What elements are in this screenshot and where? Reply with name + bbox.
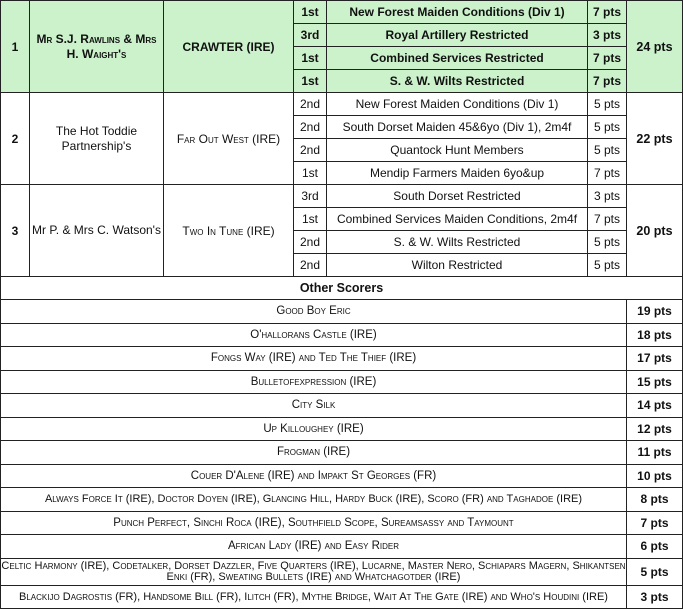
scorer-pts: 11 pts	[627, 441, 683, 465]
leader-total-pts: 22 pts	[627, 93, 683, 185]
scorer-names: City Silk	[1, 394, 627, 418]
race-pts: 7 pts	[588, 208, 627, 231]
race-name: Wilton Restricted	[327, 254, 588, 277]
race-name: S. & W. Wilts Restricted	[327, 70, 588, 93]
scorer-names: Celtic Harmony (IRE), Codetalker, Dorset Dazzler, Five Quarters (IRE), Lucarne, Master Nero, Schiapars Magern, Shikantsen Enki (FR), Sweating Bullets (IRE) and Whatchagotder (IRE)	[1, 558, 627, 585]
race-pts: 5 pts	[588, 139, 627, 162]
scorer-pts: 6 pts	[627, 535, 683, 559]
race-place: 2nd	[294, 231, 327, 254]
scorer-names: Blackijo Dagrostis (FR), Handsome Bill (FR), Ilitch (FR), Mythe Bridge, Wait At The Gate (IRE) and Who's Houdini (IRE)	[1, 585, 627, 609]
scorer-pts: 19 pts	[627, 300, 683, 324]
scorer-names: Frogman (IRE)	[1, 441, 627, 465]
race-pts: 5 pts	[588, 231, 627, 254]
race-name: South Dorset Maiden 45&6yo (Div 1), 2m4f	[327, 116, 588, 139]
scorer-pts: 10 pts	[627, 464, 683, 488]
scorer-pts: 7 pts	[627, 511, 683, 535]
race-name: S. & W. Wilts Restricted	[327, 231, 588, 254]
other-scorers-title: Other Scorers	[1, 277, 683, 300]
race-pts: 7 pts	[588, 162, 627, 185]
race-place: 2nd	[294, 139, 327, 162]
scorer-row	[1, 370, 683, 394]
race-place: 1st	[294, 208, 327, 231]
leader-3-race-row	[1, 185, 683, 208]
leader-total-pts: 24 pts	[627, 1, 683, 93]
scorer-row	[1, 464, 683, 488]
leader-horse: CRAWTER (IRE)	[164, 1, 294, 93]
race-name: New Forest Maiden Conditions (Div 1)	[327, 1, 588, 24]
scorer-row	[1, 511, 683, 535]
scorer-row	[1, 558, 683, 585]
leader-position: 3	[1, 185, 30, 277]
leader-owner: Mr P. & Mrs C. Watson's	[30, 185, 164, 277]
race-name: South Dorset Restricted	[327, 185, 588, 208]
scorer-row	[1, 535, 683, 559]
race-name: New Forest Maiden Conditions (Div 1)	[327, 93, 588, 116]
race-place: 3rd	[294, 185, 327, 208]
other-scorers-header-row	[1, 277, 683, 300]
race-place: 1st	[294, 47, 327, 70]
scorer-row	[1, 417, 683, 441]
race-name: Quantock Hunt Members	[327, 139, 588, 162]
race-pts: 3 pts	[588, 24, 627, 47]
scorer-names: Up Killoughey (IRE)	[1, 417, 627, 441]
scorer-names: Fongs Way (IRE) and Ted The Thief (IRE)	[1, 347, 627, 371]
race-place: 2nd	[294, 116, 327, 139]
scorer-names: Bulletofexpression (IRE)	[1, 370, 627, 394]
leader-position: 2	[1, 93, 30, 185]
scorer-pts: 15 pts	[627, 370, 683, 394]
scorer-row	[1, 347, 683, 371]
scorer-row	[1, 323, 683, 347]
leader-horse: Far Out West (IRE)	[164, 93, 294, 185]
scorer-pts: 12 pts	[627, 417, 683, 441]
scorer-pts: 18 pts	[627, 323, 683, 347]
leader-total-pts: 20 pts	[627, 185, 683, 277]
scorer-pts: 3 pts	[627, 585, 683, 609]
race-name: Combined Services Maiden Conditions, 2m4f	[327, 208, 588, 231]
race-pts: 5 pts	[588, 116, 627, 139]
leader-2-race-row	[1, 93, 683, 116]
race-pts: 7 pts	[588, 1, 627, 24]
scorer-names: Good Boy Eric	[1, 300, 627, 324]
race-place: 2nd	[294, 93, 327, 116]
leader-owner: The Hot Toddie Partnership's	[30, 93, 164, 185]
race-pts: 7 pts	[588, 47, 627, 70]
scorer-row	[1, 585, 683, 609]
race-place: 2nd	[294, 254, 327, 277]
leader-owner: Mr S.J. Rawlins & Mrs H. Waight's	[30, 1, 164, 93]
scorer-row	[1, 300, 683, 324]
race-pts: 7 pts	[588, 70, 627, 93]
scorer-names: O'hallorans Castle (IRE)	[1, 323, 627, 347]
scorer-pts: 17 pts	[627, 347, 683, 371]
scorer-names: African Lady (IRE) and Easy Rider	[1, 535, 627, 559]
race-name: Combined Services Restricted	[327, 47, 588, 70]
scorer-pts: 8 pts	[627, 488, 683, 512]
scorer-names: Always Force It (IRE), Doctor Doyen (IRE), Glancing Hill, Hardy Buck (IRE), Scoro (FR) and Taghadoe (IRE)	[1, 488, 627, 512]
leader-position: 1	[1, 1, 30, 93]
scorer-row	[1, 488, 683, 512]
scorer-names: Punch Perfect, Sinchi Roca (IRE), Southfield Scope, Sureamsassy and Taymount	[1, 511, 627, 535]
scorer-pts: 14 pts	[627, 394, 683, 418]
race-pts: 5 pts	[588, 93, 627, 116]
leader-1-race-row	[1, 1, 683, 24]
race-place: 1st	[294, 162, 327, 185]
race-pts: 5 pts	[588, 254, 627, 277]
race-place: 1st	[294, 1, 327, 24]
race-pts: 3 pts	[588, 185, 627, 208]
leader-horse: Two In Tune (IRE)	[164, 185, 294, 277]
race-name: Mendip Farmers Maiden 6yo&up	[327, 162, 588, 185]
scorer-row	[1, 441, 683, 465]
scorer-names: Couer D'Alene (IRE) and Impakt St Georges (FR)	[1, 464, 627, 488]
race-name: Royal Artillery Restricted	[327, 24, 588, 47]
race-place: 3rd	[294, 24, 327, 47]
scorer-pts: 5 pts	[627, 558, 683, 585]
race-place: 1st	[294, 70, 327, 93]
scorer-row	[1, 394, 683, 418]
